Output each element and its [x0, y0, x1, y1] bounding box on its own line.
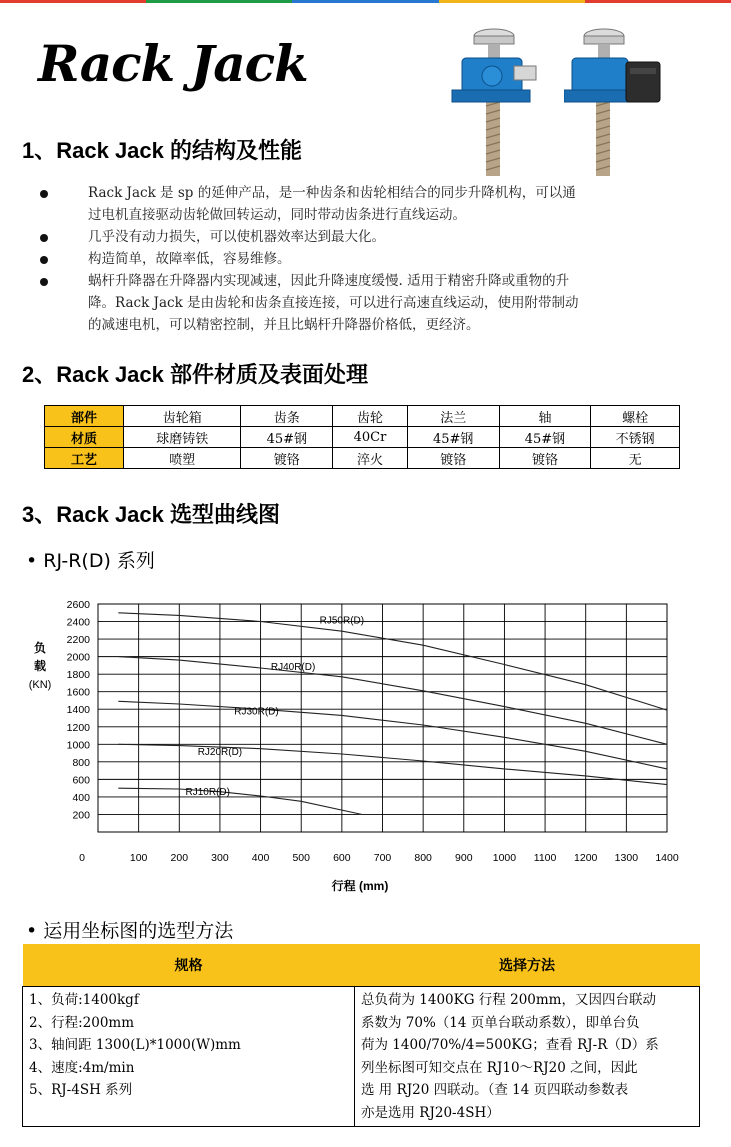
- bullet-line: 的减速电机，可以精密控制，并且比蜗杆升降器价格低，更经济。: [88, 317, 480, 333]
- bullet-line: 蜗杆升降器在升降器内实现减速，因此升降速度缓慢. 适用于精密升降或重物的升: [88, 273, 570, 289]
- y-axis-label-unit: (KN): [28, 679, 52, 691]
- y-tick-label: 200: [72, 809, 90, 822]
- method-line: 系数为 70%（14 页单台联动系数），即单台负: [361, 1014, 640, 1031]
- table-header-row: [23, 944, 700, 987]
- table-cell: 无: [591, 448, 680, 469]
- y-tick-label: 400: [72, 791, 90, 804]
- series-line: [118, 613, 667, 710]
- rack-jack-photo-1: [448, 28, 538, 176]
- x-tick-label: 500: [292, 852, 310, 864]
- x-tick-label: 0: [79, 852, 85, 864]
- spec-cell: [23, 987, 355, 1127]
- series-label: RJ20R(D): [197, 746, 243, 758]
- y-axis-label-char: 负: [33, 641, 47, 655]
- method-line: 亦是选用 RJ20-4SH）: [361, 1104, 500, 1121]
- feature-bullet-list: [40, 182, 700, 336]
- method-cell: [355, 987, 700, 1127]
- column-header-spec: 规格: [23, 944, 355, 987]
- table-cell: 40Cr: [333, 427, 408, 448]
- table-cell: 法兰: [407, 406, 499, 427]
- table-row: [45, 427, 680, 448]
- bullet-line: 降。Rack Jack 是由齿轮和齿条直接连接，可以进行高速直线运动，使用附带制动: [88, 295, 579, 311]
- feature-bullet: [40, 226, 700, 248]
- series-label: RJ50R(D): [319, 615, 365, 627]
- y-tick-label: 1600: [66, 686, 90, 699]
- y-tick-label: 1200: [66, 721, 90, 734]
- x-tick-label: 1200: [574, 852, 598, 864]
- table-cell: 球磨铸铁: [124, 427, 241, 448]
- series-line: [118, 788, 362, 814]
- selection-table: [22, 944, 700, 1127]
- column-header-method: 选择方法: [355, 944, 700, 987]
- table-cell: 镀铬: [407, 448, 499, 469]
- table-row: [45, 406, 680, 427]
- x-tick-labels: [79, 852, 679, 864]
- y-tick-label: 800: [72, 756, 90, 769]
- table-cell: 齿轮箱: [124, 406, 241, 427]
- bullet-line: 过电机直接驱动齿轮做回转运动，同时带动齿条进行直线运动。: [88, 207, 466, 223]
- table-cell: 不锈钢: [591, 427, 680, 448]
- bullet-line: Rack Jack 是 sp 的延伸产品，是一种齿条和齿轮相结合的同步升降机构，可以通: [88, 185, 576, 201]
- feature-bullet: [40, 270, 700, 336]
- method-line: 选 用 RJ20 四联动。（查 14 页四联动参数表: [361, 1082, 629, 1098]
- x-tick-label: 200: [170, 852, 189, 864]
- table-cell: 镀铬: [241, 448, 333, 469]
- rack-jack-photo-2: [564, 28, 664, 176]
- table-cell: 45#钢: [241, 427, 333, 448]
- selection-method-heading: • 运用坐标图的选型方法: [26, 920, 234, 942]
- series-label: RJ30R(D): [234, 706, 279, 718]
- y-tick-label: 1400: [66, 704, 90, 717]
- bullet-dot-icon: [40, 278, 48, 286]
- spec-line: 2、行程:200mm: [29, 1014, 135, 1031]
- row-header: 材质: [45, 427, 124, 448]
- y-axis-label-char: 载: [33, 659, 47, 673]
- y-tick-label: 2000: [66, 651, 90, 664]
- x-tick-label: 1400: [655, 852, 679, 864]
- table-cell: 淬火: [333, 448, 408, 469]
- method-line: 总负荷为 1400KG 行程 200mm，又因四台联动: [361, 992, 656, 1008]
- feature-bullet: [40, 182, 700, 226]
- x-axis-label: 行程 (mm): [331, 879, 389, 893]
- table-cell: 镀铬: [499, 448, 591, 469]
- feature-bullet: [40, 248, 700, 270]
- section-3-heading: 3、Rack Jack 选型曲线图: [22, 502, 280, 527]
- table-row: [45, 448, 680, 469]
- method-line: 荷为 1400/70%/4=500KG；查看 RJ-R（D）系: [361, 1037, 659, 1053]
- row-header: 工艺: [45, 448, 124, 469]
- bullet-dot-icon: [40, 256, 48, 264]
- x-tick-label: 100: [129, 852, 148, 864]
- x-tick-label: 900: [455, 852, 473, 864]
- y-tick-label: 600: [72, 774, 90, 787]
- x-tick-label: 600: [333, 852, 351, 864]
- chart-series: [118, 613, 667, 815]
- y-tick-label: 1800: [66, 669, 90, 682]
- table-cell: 齿条: [241, 406, 333, 427]
- table-row: [23, 987, 700, 1127]
- section-2-heading: 2、Rack Jack 部件材质及表面处理: [22, 362, 368, 387]
- x-tick-label: 400: [251, 852, 270, 864]
- table-cell: 喷塑: [124, 448, 241, 469]
- material-table: [44, 405, 680, 469]
- spec-line: 5、RJ-4SH 系列: [29, 1082, 133, 1098]
- spec-line: 4、速度:4m/min: [29, 1059, 135, 1076]
- y-tick-label: 2600: [66, 599, 90, 611]
- x-tick-label: 1300: [614, 852, 639, 864]
- method-line: 列坐标图可知交点在 RJ10～RJ20 之间，因此: [361, 1059, 638, 1076]
- series-line: [118, 657, 667, 745]
- bullet-line: 几乎没有动力损失，可以使机器效率达到最大化。: [88, 229, 385, 245]
- y-tick-label: 1000: [66, 739, 90, 752]
- series-subheading: • RJ-R(D) 系列: [26, 550, 155, 572]
- table-cell: 螺栓: [591, 406, 680, 427]
- x-tick-label: 300: [211, 852, 229, 864]
- bullet-dot-icon: [40, 190, 48, 198]
- x-tick-label: 1000: [492, 852, 517, 864]
- x-tick-label: 800: [414, 852, 432, 864]
- x-tick-label: 1100: [533, 852, 557, 864]
- table-cell: 齿轮: [333, 406, 408, 427]
- table-cell: 轴: [499, 406, 591, 427]
- load-stroke-chart: [0, 590, 731, 900]
- bullet-dot-icon: [40, 234, 48, 242]
- table-cell: 45#钢: [499, 427, 591, 448]
- spec-line: 1、负荷:1400kgf: [29, 992, 139, 1008]
- bullet-line: 构造简单，故障率低，容易维修。: [88, 251, 291, 267]
- y-tick-label: 2400: [66, 616, 90, 629]
- y-tick-labels: [67, 599, 91, 821]
- top-color-stripe: [0, 0, 731, 3]
- rack-jack-logo: Rack Jack: [38, 34, 308, 93]
- series-label: RJ40R(D): [270, 661, 316, 673]
- y-tick-label: 2200: [66, 634, 90, 647]
- spec-line: 3、轴间距 1300(L)*1000(W)mm: [29, 1037, 241, 1053]
- row-header: 部件: [45, 406, 124, 427]
- series-label: RJ10R(D): [185, 787, 230, 799]
- table-cell: 45#钢: [407, 427, 499, 448]
- x-tick-label: 700: [373, 852, 392, 864]
- section-1-heading: 1、Rack Jack 的结构及性能: [22, 138, 302, 163]
